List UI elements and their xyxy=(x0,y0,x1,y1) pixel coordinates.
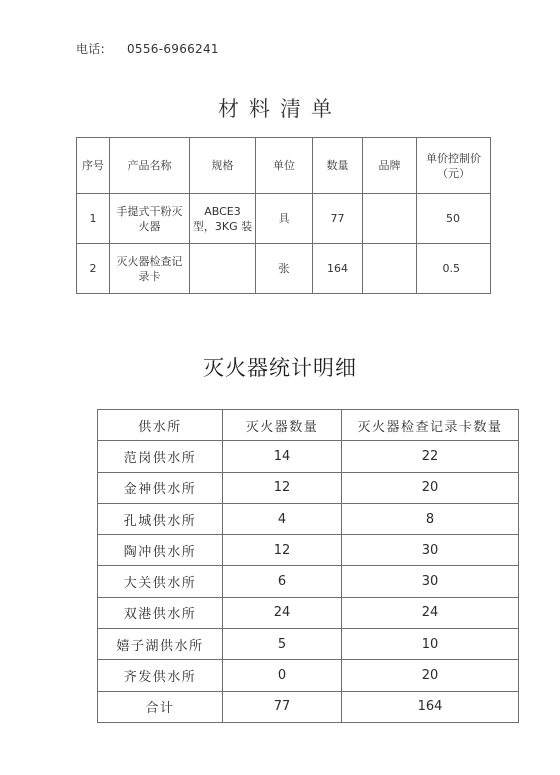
header-no: 序号 xyxy=(77,138,110,194)
table-row xyxy=(98,629,519,660)
row-product-name: 手提式干粉灭火器 xyxy=(110,194,190,244)
header-unit: 单位 xyxy=(256,138,313,194)
row-unit: 张 xyxy=(256,244,313,294)
row-unit: 具 xyxy=(256,194,313,244)
row-unit-price: 50 xyxy=(417,194,491,244)
card-count: 30 xyxy=(342,566,519,597)
extinguisher-count: 24 xyxy=(223,597,342,628)
phone-number: 0556-6966241 xyxy=(126,42,219,56)
card-count: 30 xyxy=(342,535,519,566)
row-no: 2 xyxy=(77,244,110,294)
phone-label: 电话: xyxy=(76,42,105,56)
table-row xyxy=(77,194,491,244)
total-label: 合计 xyxy=(98,691,223,722)
row-product-name: 灭火器检查记录卡 xyxy=(110,244,190,294)
row-brand xyxy=(363,194,417,244)
card-count: 24 xyxy=(342,597,519,628)
header-card-count: 灭火器检查记录卡数量 xyxy=(342,410,519,441)
extinguisher-count: 5 xyxy=(223,629,342,660)
table-row xyxy=(98,503,519,534)
header-extinguisher-count: 灭火器数量 xyxy=(223,410,342,441)
station-name: 双港供水所 xyxy=(98,597,223,628)
station-name: 陶冲供水所 xyxy=(98,535,223,566)
header-product-name: 产品名称 xyxy=(110,138,190,194)
card-count: 22 xyxy=(342,441,519,472)
phone-line xyxy=(76,40,219,57)
table-row xyxy=(98,597,519,628)
station-name: 齐发供水所 xyxy=(98,660,223,691)
table-row xyxy=(98,566,519,597)
header-brand: 品牌 xyxy=(363,138,417,194)
total-cards: 164 xyxy=(342,691,519,722)
materials-header-row xyxy=(77,138,491,194)
card-count: 20 xyxy=(342,472,519,503)
row-quantity: 77 xyxy=(313,194,363,244)
total-row xyxy=(98,691,519,722)
materials-title: 材料清单 xyxy=(218,97,342,121)
table-row xyxy=(98,441,519,472)
extinguisher-count: 4 xyxy=(223,503,342,534)
station-name: 范岗供水所 xyxy=(98,441,223,472)
row-no: 1 xyxy=(77,194,110,244)
row-quantity: 164 xyxy=(313,244,363,294)
extinguisher-count: 6 xyxy=(223,566,342,597)
card-count: 10 xyxy=(342,629,519,660)
header-station: 供水所 xyxy=(98,410,223,441)
detail-table xyxy=(97,409,519,723)
table-row xyxy=(98,660,519,691)
extinguisher-count: 12 xyxy=(223,535,342,566)
extinguisher-count: 12 xyxy=(223,472,342,503)
row-spec xyxy=(190,244,256,294)
card-count: 20 xyxy=(342,660,519,691)
station-name: 金神供水所 xyxy=(98,472,223,503)
table-row xyxy=(98,472,519,503)
table-row xyxy=(98,535,519,566)
materials-table xyxy=(76,137,491,294)
station-name: 大关供水所 xyxy=(98,566,223,597)
station-name: 嬉子湖供水所 xyxy=(98,629,223,660)
row-unit-price: 0.5 xyxy=(417,244,491,294)
header-quantity: 数量 xyxy=(313,138,363,194)
detail-title: 灭火器统计明细 xyxy=(203,356,357,380)
total-extinguishers: 77 xyxy=(223,691,342,722)
table-row xyxy=(77,244,491,294)
row-spec: ABCE3 型，3KG 装 xyxy=(190,194,256,244)
extinguisher-count: 14 xyxy=(223,441,342,472)
card-count: 8 xyxy=(342,503,519,534)
header-unit-price: 单价控制价（元） xyxy=(417,138,491,194)
detail-header-row xyxy=(98,410,519,441)
row-brand xyxy=(363,244,417,294)
extinguisher-count: 0 xyxy=(223,660,342,691)
station-name: 孔城供水所 xyxy=(98,503,223,534)
header-spec: 规格 xyxy=(190,138,256,194)
